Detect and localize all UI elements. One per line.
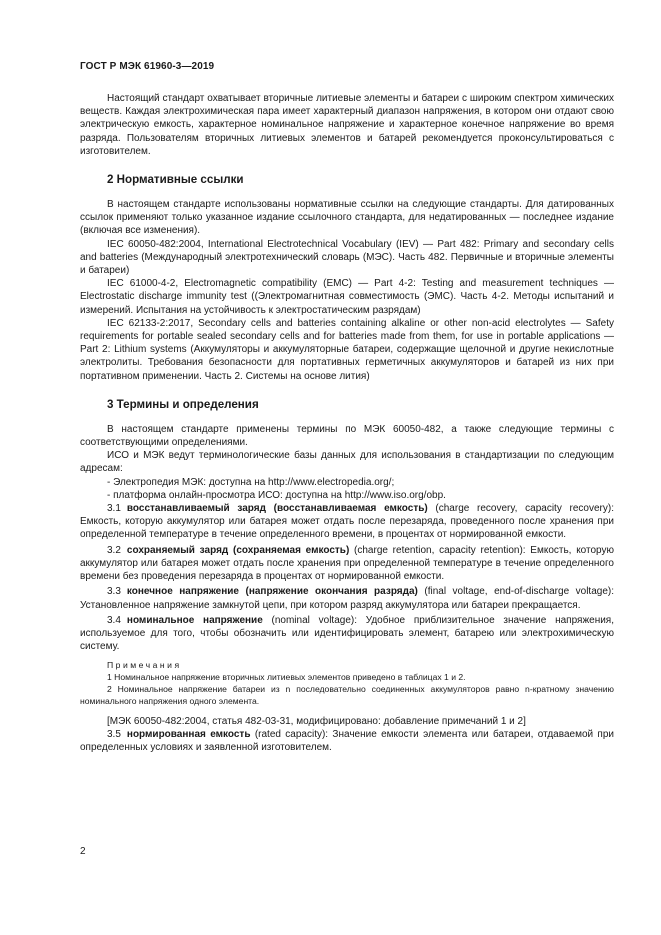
term-title: восстанавливаемый заряд (восстанавливаемая емкость) <box>126 503 428 515</box>
terminology-databases-intro: ИСО и МЭК ведут терминологические базы данных для использования в стандартизации по следующим адресам: <box>80 450 614 475</box>
term-3-3 <box>80 585 614 611</box>
term-number: 3.3 <box>107 586 121 598</box>
list-item-iso-obp: - платформа онлайн-просмотра ИСО: доступна на http://www.iso.org/obp. <box>107 489 446 501</box>
intro-paragraph: Настоящий стандарт охватывает вторичные литиевые элементы и батареи с широким спектром химических веществ. Каждая электрохимическая пара имеет характерный диапазон напряжения, в котором они отдают свою электрическую емкость, характерное номинальное напряжение и характерное конечное напряжение во время разряда. Пользователям вторичных литиевых элементов и батарей рекомендуется проконсультироваться с изготовителем. <box>80 93 614 157</box>
page-body <box>80 92 614 754</box>
term-title: нормированная емкость <box>126 728 251 740</box>
reference-iec-60050: IEC 60050-482:2004, International Electrotechnical Vocabulary (IEV) — Part 482: Primary and secondary cells and batteries (Международный электротехнический словарь (МЭС). Часть 482. Первичные и вторичные элементы и батареи) <box>80 238 614 277</box>
term-number: 3.4 <box>107 614 121 626</box>
term-definition: (charge recovery, capacity recovery): Емкость, которую аккумулятор или батарея может отдать после перезаряда, проведенного после хранения при определенной температуре в течение определенного времени, в процентах от нормированной емкости. <box>80 503 614 541</box>
reference-iec-62133: IEC 62133-2:2017, Secondary cells and batteries containing alkaline or other non-acid electrolytes — Safety requirements for portable sealed secondary cells and for batteries made from them, for use in portable applications — Part 2: Lithium systems (Аккумуляторы и аккумуляторные батареи, содержащие щелочной и другие некислотные электролиты. Требования безопасности для портативных герметичных аккумуляторов и батарей из них при портативном применении. Часть 2. Системы на основе лития) <box>80 317 614 382</box>
section-3-intro: В настоящем стандарте применены термины по МЭК 60050-482, а также следующие термины с соответствующими определениями. <box>80 423 614 449</box>
term-title: конечное напряжение (напряжение окончания разряда) <box>126 586 418 598</box>
term-definition: (charge retention, capacity retention): Емкость, которую аккумулятор или батарея может отдать после хранения при определенной температуре в течение определенного времени без проведения перезаряда в процентах от нормированной емкости. <box>80 544 615 583</box>
document-header: ГОСТ Р МЭК 61960-3—2019 <box>80 61 215 72</box>
term-3-1 <box>80 502 614 542</box>
term-number: 3.1 <box>107 503 121 515</box>
list-item-electropedia: - Электропедия МЭК: доступна на http://www.electropedia.org/; <box>107 476 395 488</box>
section-2-intro: В настоящем стандарте использованы нормативные ссылки на следующие стандарты. Для датированных ссылок применяют только указанное издание ссылочного стандарта, для недатированных — последнее издание (включая все изменения). <box>80 199 614 237</box>
page-number: 2 <box>80 846 86 857</box>
term-number: 3.2 <box>107 544 121 556</box>
notes-block <box>80 660 614 707</box>
term-title: сохраняемый заряд (сохраняемая емкость) <box>126 544 350 556</box>
term-number: 3.5 <box>107 728 121 740</box>
term-3-4 <box>80 614 614 654</box>
term-3-2 <box>80 544 614 584</box>
term-3-5 <box>80 728 614 754</box>
term-definition: (nominal voltage): Удобное приблизительное значение напряжения, используемое для того, чтобы обозначить или идентифицировать элемент, батарею или электрохимическую систему. <box>80 614 615 653</box>
term-definition: (final voltage, end-of-discharge voltage): Установленное напряжение замкнутой цепи, при котором разряд аккумулятора или батареи прекращается. <box>80 586 614 611</box>
section-3-heading: 3 Термины и определения <box>107 397 259 411</box>
source-reference: [МЭК 60050-482:2004, статья 482-03-31, модифицировано: добавление примечаний 1 и 2] <box>107 715 526 727</box>
reference-iec-61000: IEC 61000-4-2, Electromagnetic compatibility (EMC) — Part 4-2: Testing and measurement techniques — Electrostatic discharge immunity test ((Электромагнитная совместимость (ЭМС). Часть 4-2. Методы испытаний и измерений. Испытания на устойчивость к электростатическим разрядам) <box>80 278 614 316</box>
term-definition: (rated capacity): Значение емкости элемента или батареи, отдаваемой при определенных условиях и заявленной изготовителем. <box>80 728 614 753</box>
notes-title: Примечания <box>107 660 182 671</box>
section-2-heading: 2 Нормативные ссылки <box>107 173 244 187</box>
note-2: 2 Номинальное напряжение батареи из n последовательно соединенных аккумуляторов равно n-кратному значению номинального напряжения одного элемента. <box>80 683 614 706</box>
note-1: 1 Номинальное напряжение вторичных литиевых элементов приведено в таблицах 1 и 2. <box>107 672 466 683</box>
term-title: номинальное напряжение <box>126 614 263 626</box>
